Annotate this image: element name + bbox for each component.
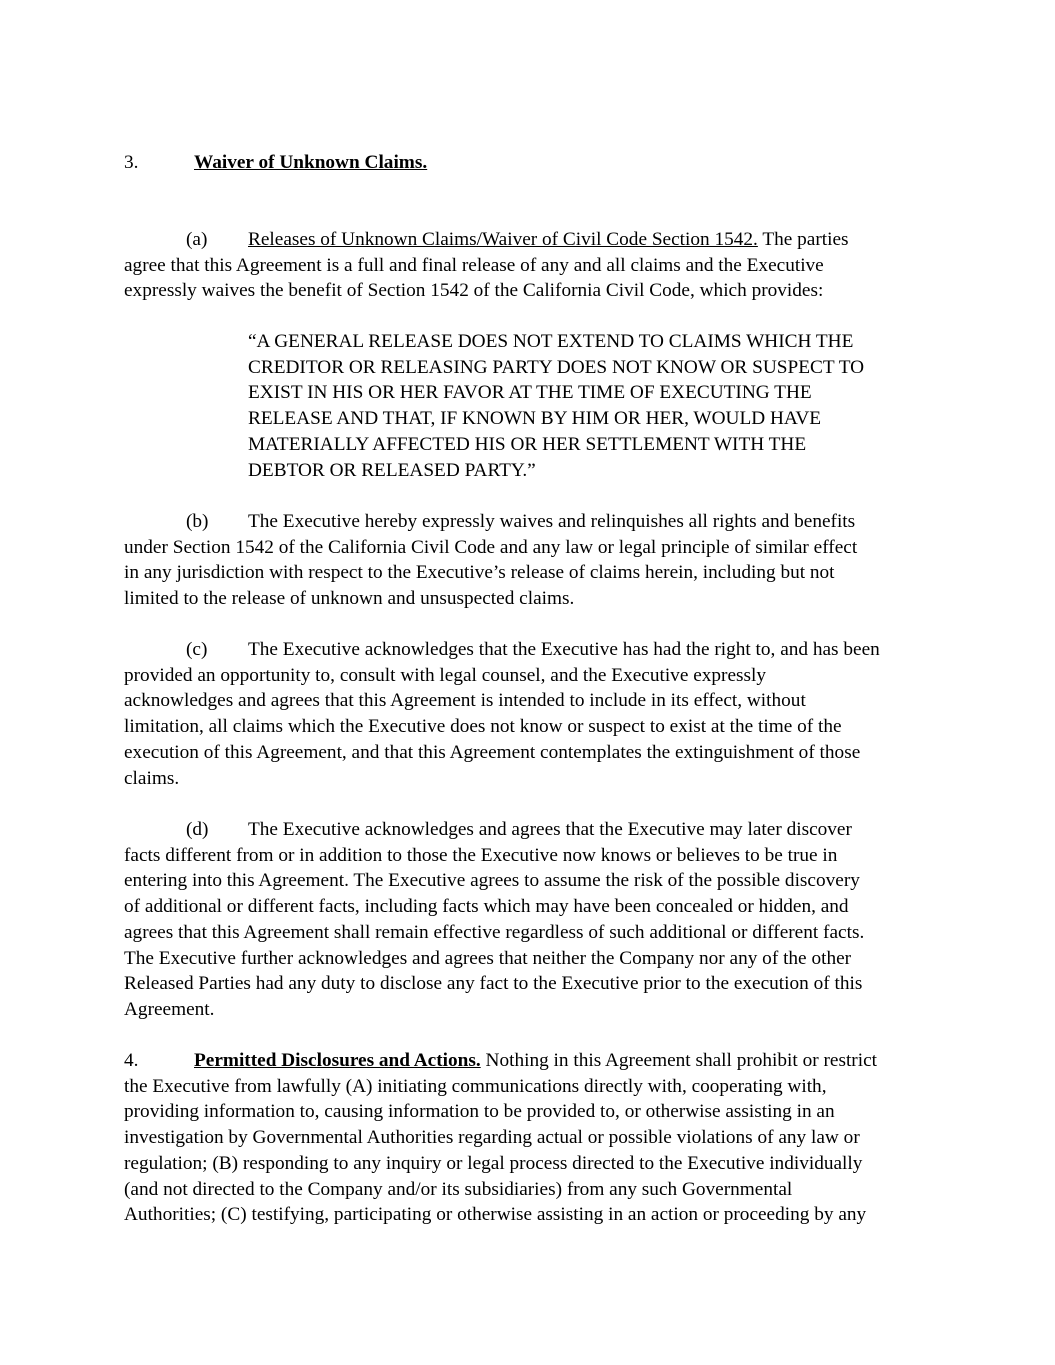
section-4-line: investigation by Governmental Authorities regarding actual or possible violations of any law or — [124, 1127, 860, 1149]
paragraph-3b-line: under Section 1542 of the California Civil Code and any law or legal principle of similar effect — [124, 536, 858, 558]
quote-line: CREDITOR OR RELEASING PARTY DOES NOT KNOW OR SUSPECT TO — [248, 356, 865, 378]
paragraph-3c — [124, 637, 936, 791]
paragraph-3b — [124, 509, 936, 612]
section-4 — [124, 1048, 936, 1228]
paragraph-3a — [124, 227, 936, 304]
civil-code-1542-quote — [248, 329, 948, 483]
section-4-line: (and not directed to the Company and/or its subsidiaries) from any such Governmental — [124, 1178, 793, 1200]
paragraph-3d-line: Agreement. — [124, 998, 215, 1020]
section-4-line: the Executive from lawfully (A) initiating communications directly with, cooperating with, — [124, 1075, 827, 1097]
paragraph-3a-line: The parties — [757, 229, 849, 250]
paragraph-3a-line: agree that this Agreement is a full and final release of any and all claims and the Executive — [124, 254, 824, 276]
paragraph-3c-line: acknowledges and agrees that this Agreement is intended to include in its effect, without — [124, 690, 806, 712]
paragraph-3a-heading: Releases of Unknown Claims/Waiver of Civil Code Section 1542. — [248, 229, 758, 250]
paragraph-3d-line: of additional or different facts, including facts which may have been concealed or hidden, and — [124, 896, 849, 918]
paragraph-3d-line: entering into this Agreement. The Executive agrees to assume the risk of the possible discovery — [124, 870, 860, 892]
paragraph-3a-line: expressly waives the benefit of Section 1542 of the California Civil Code, which provides: — [124, 280, 824, 302]
paragraph-3a-label: (a) — [186, 229, 208, 250]
section-4-number: 4. — [124, 1050, 139, 1071]
paragraph-3b-label: (b) — [186, 511, 209, 532]
paragraph-3b-line: limited to the release of unknown and unsuspected claims. — [124, 588, 575, 610]
paragraph-3c-line: claims. — [124, 767, 180, 789]
quote-line: EXIST IN HIS OR HER FAVOR AT THE TIME OF EXECUTING THE — [248, 382, 812, 404]
paragraph-3c-line: execution of this Agreement, and that this Agreement contemplates the extinguishment of those — [124, 741, 861, 763]
paragraph-3c-line: The Executive acknowledges that the Executive has had the right to, and has been — [248, 639, 880, 660]
paragraph-3d-line: The Executive acknowledges and agrees that the Executive may later discover — [248, 819, 852, 840]
paragraph-3d-line: agrees that this Agreement shall remain effective regardless of such additional or different facts. — [124, 921, 865, 943]
section-4-line: providing information to, causing information to be provided to, or otherwise assisting in an — [124, 1101, 835, 1123]
paragraph-3c-line: provided an opportunity to, consult with legal counsel, and the Executive expressly — [124, 664, 767, 686]
paragraph-3b-line: in any jurisdiction with respect to the Executive’s release of claims herein, including but not — [124, 562, 835, 584]
section-4-line: Nothing in this Agreement shall prohibit or restrict — [480, 1050, 877, 1071]
paragraph-3c-label: (c) — [186, 639, 208, 660]
quote-line: MATERIALLY AFFECTED HIS OR HER SETTLEMENT WITH THE — [248, 433, 807, 455]
paragraph-3d-label: (d) — [186, 819, 209, 840]
section-4-line: regulation; (B) responding to any inquiry or legal process directed to the Executive individually — [124, 1152, 863, 1174]
section-4-title: Permitted Disclosures and Actions. — [194, 1050, 481, 1071]
paragraph-3d-line: facts different from or in addition to those the Executive now knows or believes to be true in — [124, 844, 838, 866]
section-3-heading — [124, 150, 936, 176]
quote-line: DEBTOR OR RELEASED PARTY.” — [248, 459, 536, 481]
paragraph-3d — [124, 817, 936, 1023]
section-4-line: Authorities; (C) testifying, participating or otherwise assisting in an action or proceeding by any — [124, 1204, 867, 1226]
section-3-number: 3. — [124, 152, 139, 173]
paragraph-3d-line: The Executive further acknowledges and agrees that neither the Company nor any of the other — [124, 947, 852, 969]
section-3-title: Waiver of Unknown Claims. — [194, 152, 428, 173]
quote-line: RELEASE AND THAT, IF KNOWN BY HIM OR HER, WOULD HAVE — [248, 408, 822, 430]
paragraph-3b-line: The Executive hereby expressly waives and relinquishes all rights and benefits — [248, 511, 856, 532]
paragraph-3c-line: limitation, all claims which the Executive does not know or suspect to exist at the time of the — [124, 716, 842, 738]
paragraph-3d-line: Released Parties had any duty to disclose any fact to the Executive prior to the execution of this — [124, 973, 863, 995]
quote-line: “A GENERAL RELEASE DOES NOT EXTEND TO CLAIMS WHICH THE — [248, 331, 854, 352]
